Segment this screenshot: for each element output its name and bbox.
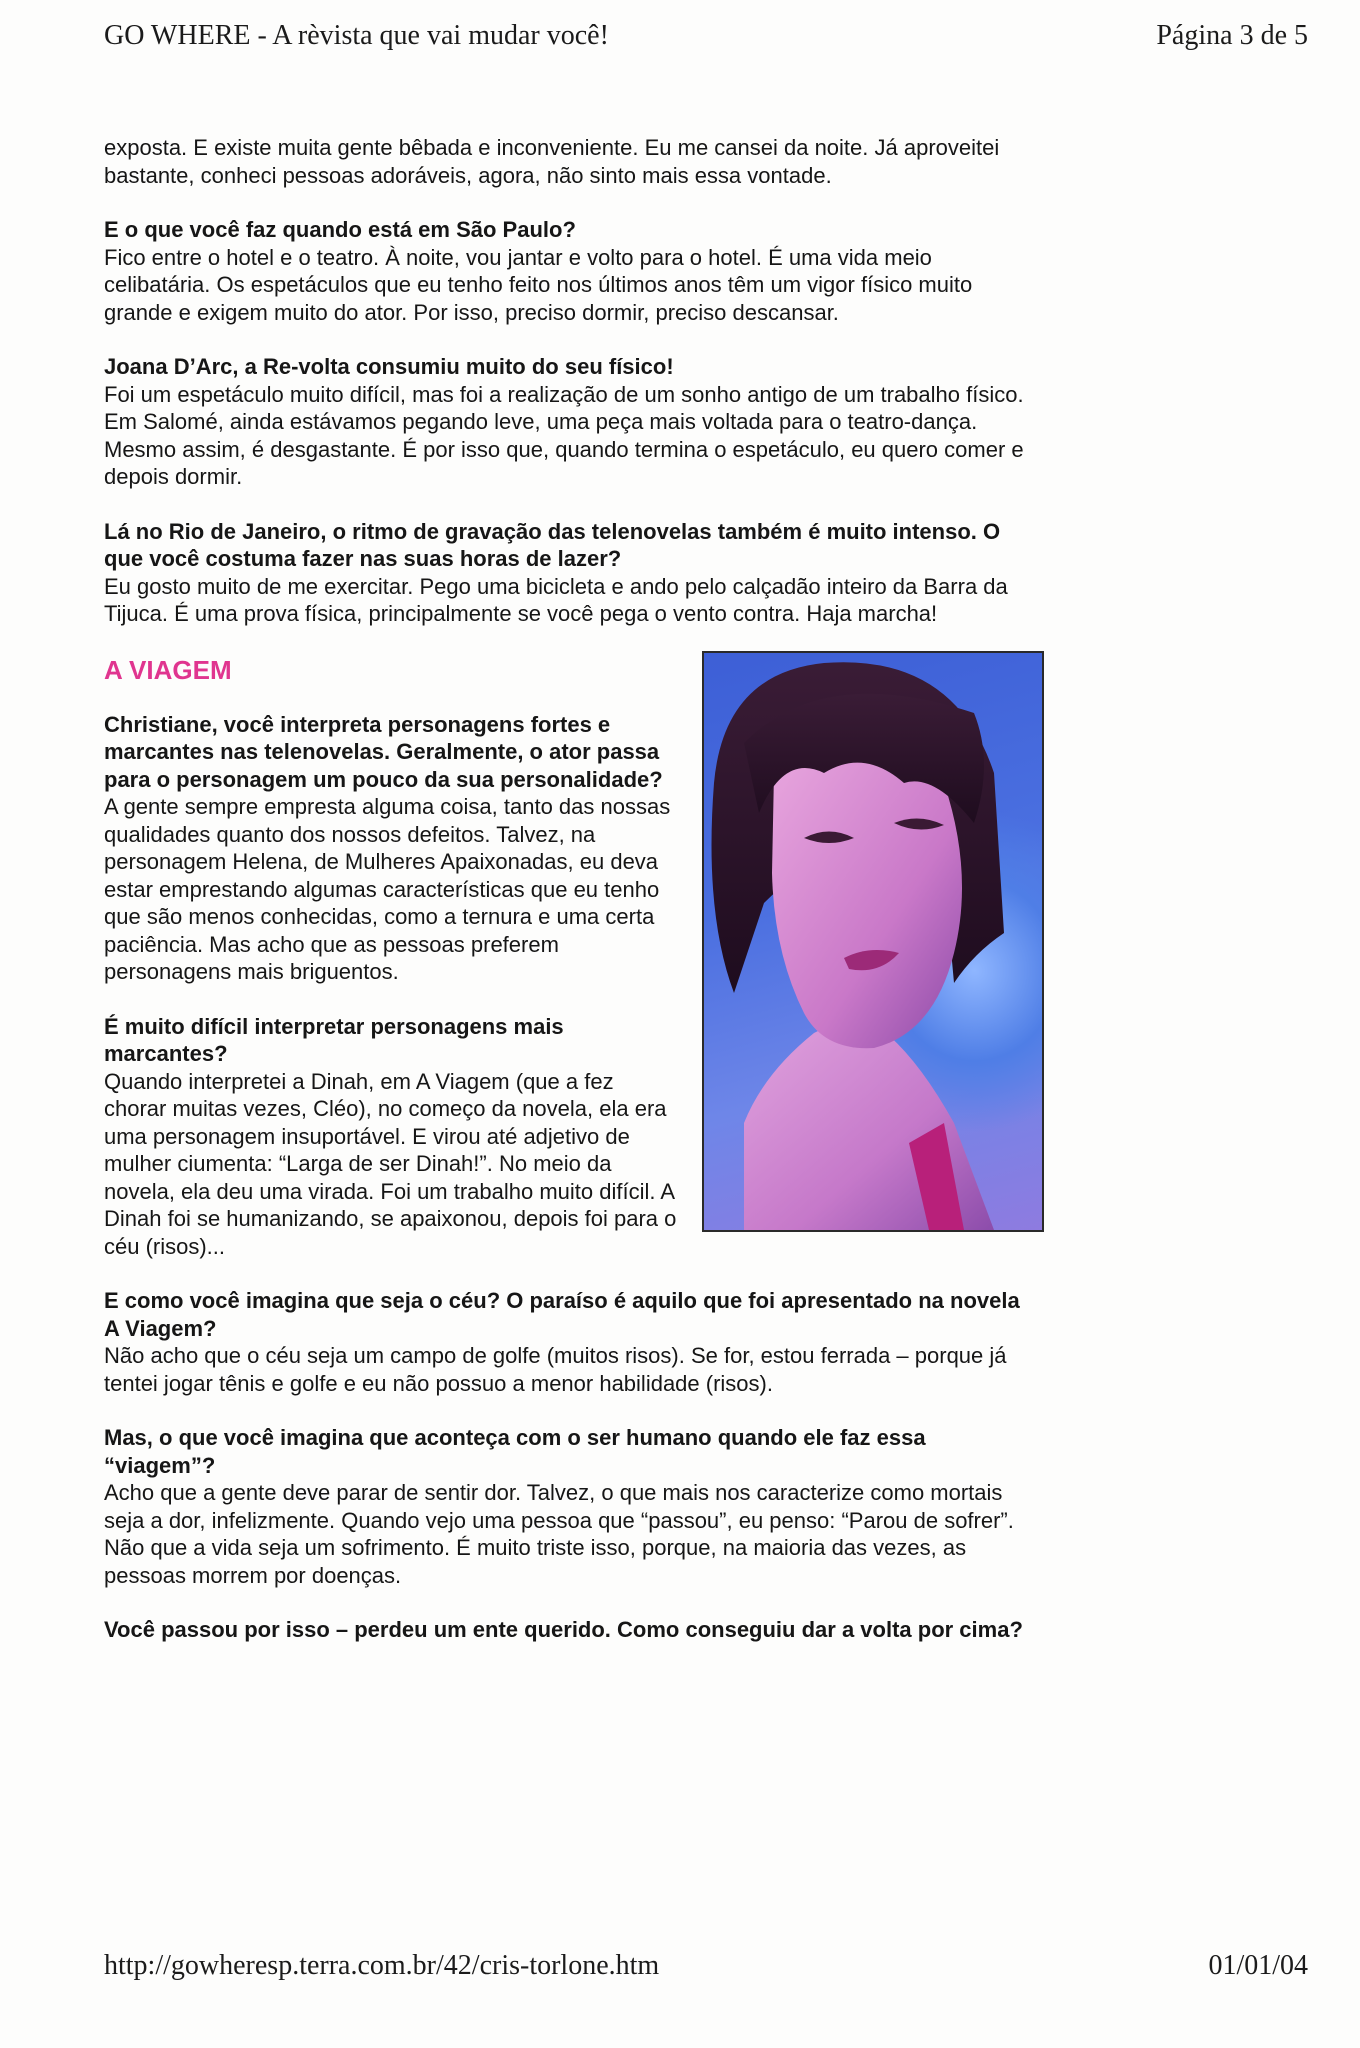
question: Você passou por isso – perdeu um ente querido. Como conseguiu dar a volta por cima? bbox=[104, 1617, 1023, 1642]
question: Lá no Rio de Janeiro, o ritmo de gravação das telenovelas também é muito intenso. O que você costuma fazer nas suas horas de lazer? bbox=[104, 518, 1001, 571]
qa-block bbox=[104, 216, 1034, 326]
answer: Quando interpretei a Dinah, em A Viagem (que a fez chorar muitas vezes, Cléo), no começo da novela, ela era uma personagem insuportável. E virou até adjetivo de mulher ciumenta: “Larga de ser Dinah!”. No meio da novela, ela deu uma virada. Foi um trabalho muito difícil. A Dinah foi se humanizando, se apaixonou, depois foi para o céu (risos)... bbox=[104, 1068, 677, 1259]
intro-paragraph bbox=[104, 134, 1034, 189]
source-url[interactable]: http://gowheresp.terra.com.br/42/cris-torlone.htm bbox=[104, 1950, 660, 1981]
qa-block bbox=[104, 353, 1034, 491]
portrait-photo bbox=[702, 651, 1044, 1232]
page-footer bbox=[0, 1950, 1360, 1990]
answer: Não acho que o céu seja um campo de golfe (muitos risos). Se for, estou ferrada – porque já tentei jogar tênis e golfe e eu não possuo a menor habilidade (risos). bbox=[104, 1343, 1007, 1396]
intro-text: exposta. E existe muita gente bêbada e inconveniente. Eu me cansei da noite. Já aproveitei bastante, conheci pessoas adoráveis, agora, não sinto mais essa vontade. bbox=[104, 135, 1000, 188]
qa-block bbox=[104, 518, 1034, 628]
question: E como você imagina que seja o céu? O paraíso é aquilo que foi apresentado na novela A Viagem? bbox=[104, 1288, 1020, 1341]
qa-block bbox=[104, 1424, 1034, 1589]
question: É muito difícil interpretar personagens mais marcantes? bbox=[104, 1013, 564, 1066]
page-header bbox=[0, 20, 1360, 60]
article-body bbox=[104, 134, 1034, 1671]
question: Christiane, você interpreta personagens fortes e marcantes nas telenovelas. Geralmente, o ator passa para o personagem um pouco da sua personalidade? bbox=[104, 711, 663, 792]
print-date: 01/01/04 bbox=[1208, 1950, 1308, 1981]
answer: Acho que a gente deve parar de sentir dor. Talvez, o que mais nos caracterize como mortais seja a dor, infelizmente. Quando vejo uma pessoa que “passou”, eu penso: “Parou de sofrer”. Não que a vida seja um sofrimento. É muito triste isso, porque, na maioria das vezes, as pessoas morrem por doenças. bbox=[104, 1480, 1014, 1588]
portrait-illustration bbox=[704, 653, 1042, 1230]
section-title: A VIAGEM bbox=[104, 654, 232, 685]
answer: Fico entre o hotel e o teatro. À noite, vou jantar e volto para o hotel. É uma vida meio celibatária. Os espetáculos que eu tenho feito nos últimos anos têm um vigor físico muito grande e exigem muito do ator. Por isso, preciso dormir, preciso descansar. bbox=[104, 244, 973, 325]
header-title: GO WHERE - A rèvista que vai mudar você! bbox=[104, 20, 609, 51]
answer: A gente sempre empresta alguma coisa, tanto das nossas qualidades quanto dos nossos defeitos. Talvez, na personagem Helena, de Mulheres Apaixonadas, eu deva estar emprestando algumas características que eu tenho que são menos conhecidas, como a ternura e uma certa paciência. Mas acho que as pessoas preferem personagens mais briguentos. bbox=[104, 794, 671, 984]
page-number: Página 3 de 5 bbox=[1156, 20, 1308, 51]
question: Mas, o que você imagina que aconteça com o ser humano quando ele faz essa “viagem”? bbox=[104, 1425, 926, 1478]
qa-block bbox=[104, 1616, 1034, 1644]
qa-block bbox=[104, 1287, 1034, 1397]
answer: Eu gosto muito de me exercitar. Pego uma bicicleta e ando pelo calçadão inteiro da Barra da Tijuca. É uma prova física, principalmente se você pega o vento contra. Haja marcha! bbox=[104, 573, 1008, 626]
answer: Foi um espetáculo muito difícil, mas foi a realização de um sonho antigo de um trabalho físico. Em Salomé, ainda estávamos pegando leve, uma peça mais voltada para o teatro-dança. Mesmo assim, é desgastante. É por isso que, quando termina o espetáculo, eu quero comer e depois dormir. bbox=[104, 381, 1024, 489]
question: E o que você faz quando está em São Paulo? bbox=[104, 217, 576, 242]
question: Joana D’Arc, a Re-volta consumiu muito do seu físico! bbox=[104, 354, 674, 379]
